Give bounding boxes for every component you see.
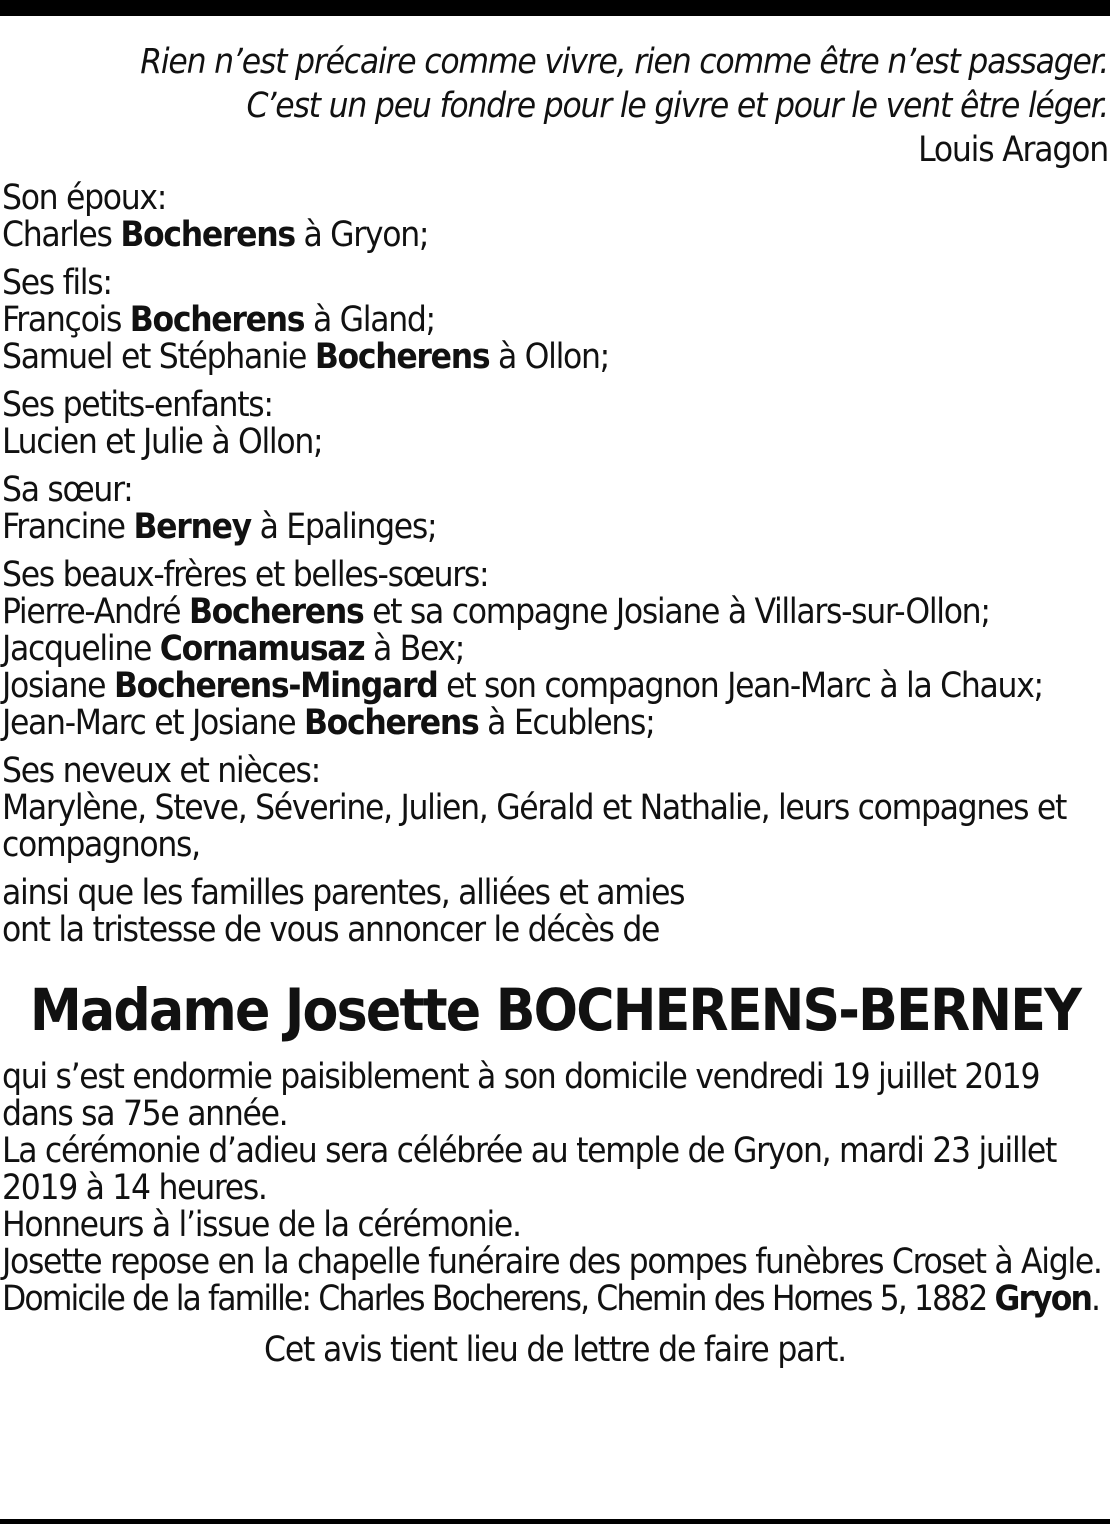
- chapel-line: Josette repose en la chapelle funéraire des pompes funèbres Croset à Aigle.: [2, 1242, 1102, 1282]
- nephews-group: [2, 753, 1108, 864]
- group-heading: Sa sœur:: [2, 470, 133, 510]
- entry-suffix: et son compagnon Jean-Marc à la Chaux;: [437, 666, 1043, 706]
- family-entry: Marylène, Steve, Séverine, Julien, Gérald et Nathalie, leurs compagnes et: [2, 788, 1067, 828]
- family-entry: [2, 302, 1108, 339]
- entry-surname: Berney: [133, 507, 251, 547]
- entry-suffix: à Ecublens;: [478, 703, 655, 743]
- entry-prefix: Charles: [2, 215, 121, 255]
- sons-group: [2, 265, 1108, 376]
- entry-prefix: Josiane: [2, 666, 114, 706]
- entry-surname: Bocherens: [120, 215, 295, 255]
- announcement-line-2: ont la tristesse de vous annoncer le décès de: [2, 910, 660, 950]
- family-entry: [2, 339, 1108, 376]
- family-entry: Lucien et Julie à Ollon;: [2, 422, 323, 462]
- address-town: Gryon: [994, 1279, 1091, 1319]
- entry-prefix: Jacqueline: [2, 629, 160, 669]
- announcement: [2, 875, 1108, 949]
- family-entry: [2, 217, 1108, 254]
- closing-line: Cet avis tient lieu de lettre de faire part.: [264, 1330, 846, 1370]
- entry-suffix: à Gland;: [304, 300, 435, 340]
- entry-surname: Bocherens: [314, 337, 490, 377]
- entry-suffix: à Bex;: [364, 629, 465, 669]
- group-heading: Ses neveux et nièces:: [2, 751, 320, 791]
- address-end: .: [1091, 1279, 1100, 1319]
- family-entry: [2, 668, 1108, 705]
- entry-prefix: Pierre-André: [2, 592, 189, 632]
- family-entry: [2, 594, 1108, 631]
- address-text: Domicile de la famille: Charles Bocherens, Chemin des Hornes 5, 1882: [2, 1279, 995, 1319]
- entry-prefix: Francine: [2, 507, 134, 547]
- spouse-group: [2, 180, 1108, 254]
- obituary-notice: [2, 40, 1108, 1370]
- epigraph-line-2: C’est un peu fondre pour le givre et pour le vent être léger.: [246, 86, 1108, 126]
- entry-surname: Cornamusaz: [159, 629, 365, 669]
- group-heading: Son époux:: [2, 178, 167, 218]
- entry-prefix: Samuel et Stéphanie: [2, 337, 315, 377]
- deceased-name: Madame Josette BOCHERENS-BERNEY: [29, 976, 1081, 1044]
- epigraph-author: Louis Aragon: [918, 130, 1108, 170]
- announcement-line-1: ainsi que les familles parentes, alliées et amies: [2, 873, 685, 913]
- details: [2, 1059, 1108, 1318]
- ceremony-line-1: La cérémonie d’adieu sera célébrée au temple de Gryon, mardi 23 juillet: [2, 1131, 1057, 1171]
- family-entry: [2, 631, 1108, 668]
- entry-surname: Bocherens: [188, 592, 364, 632]
- entry-surname: Bocherens-Mingard: [113, 666, 438, 706]
- epigraph: [2, 40, 1108, 172]
- group-heading: Ses petits-enfants:: [2, 385, 273, 425]
- address-line: [2, 1281, 1108, 1318]
- entry-surname: Bocherens: [129, 300, 305, 340]
- entry-suffix: et sa compagne Josiane à Villars-sur-Ollon;: [363, 592, 990, 632]
- bottom-rule: [0, 1519, 1110, 1524]
- honours-line: Honneurs à l’issue de la cérémonie.: [2, 1205, 521, 1245]
- sister-group: [2, 472, 1108, 546]
- family-list: [2, 180, 1108, 949]
- entry-prefix: Jean-Marc et Josiane: [2, 703, 304, 743]
- group-heading: Ses fils:: [2, 263, 112, 303]
- entry-surname: Bocherens: [303, 703, 479, 743]
- entry-prefix: François: [2, 300, 130, 340]
- in-laws-group: [2, 557, 1108, 742]
- passing-line-1: qui s’est endormie paisiblement à son domicile vendredi 19 juillet 2019: [2, 1057, 1040, 1097]
- ceremony-line-2: 2019 à 14 heures.: [2, 1168, 267, 1208]
- family-entry: compagnons,: [2, 825, 200, 865]
- entry-suffix: à Gryon;: [294, 215, 429, 255]
- group-heading: Ses beaux-frères et belles-sœurs:: [2, 555, 489, 595]
- family-entry: [2, 705, 1108, 742]
- top-rule: [0, 0, 1110, 16]
- entry-suffix: à Epalinges;: [250, 507, 437, 547]
- entry-suffix: à Ollon;: [489, 337, 609, 377]
- passing-line-2: dans sa 75e année.: [2, 1094, 288, 1134]
- family-entry: [2, 509, 1108, 546]
- epigraph-line-1: Rien n’est précaire comme vivre, rien comme être n’est passager.: [140, 42, 1108, 82]
- grandchildren-group: [2, 387, 1108, 461]
